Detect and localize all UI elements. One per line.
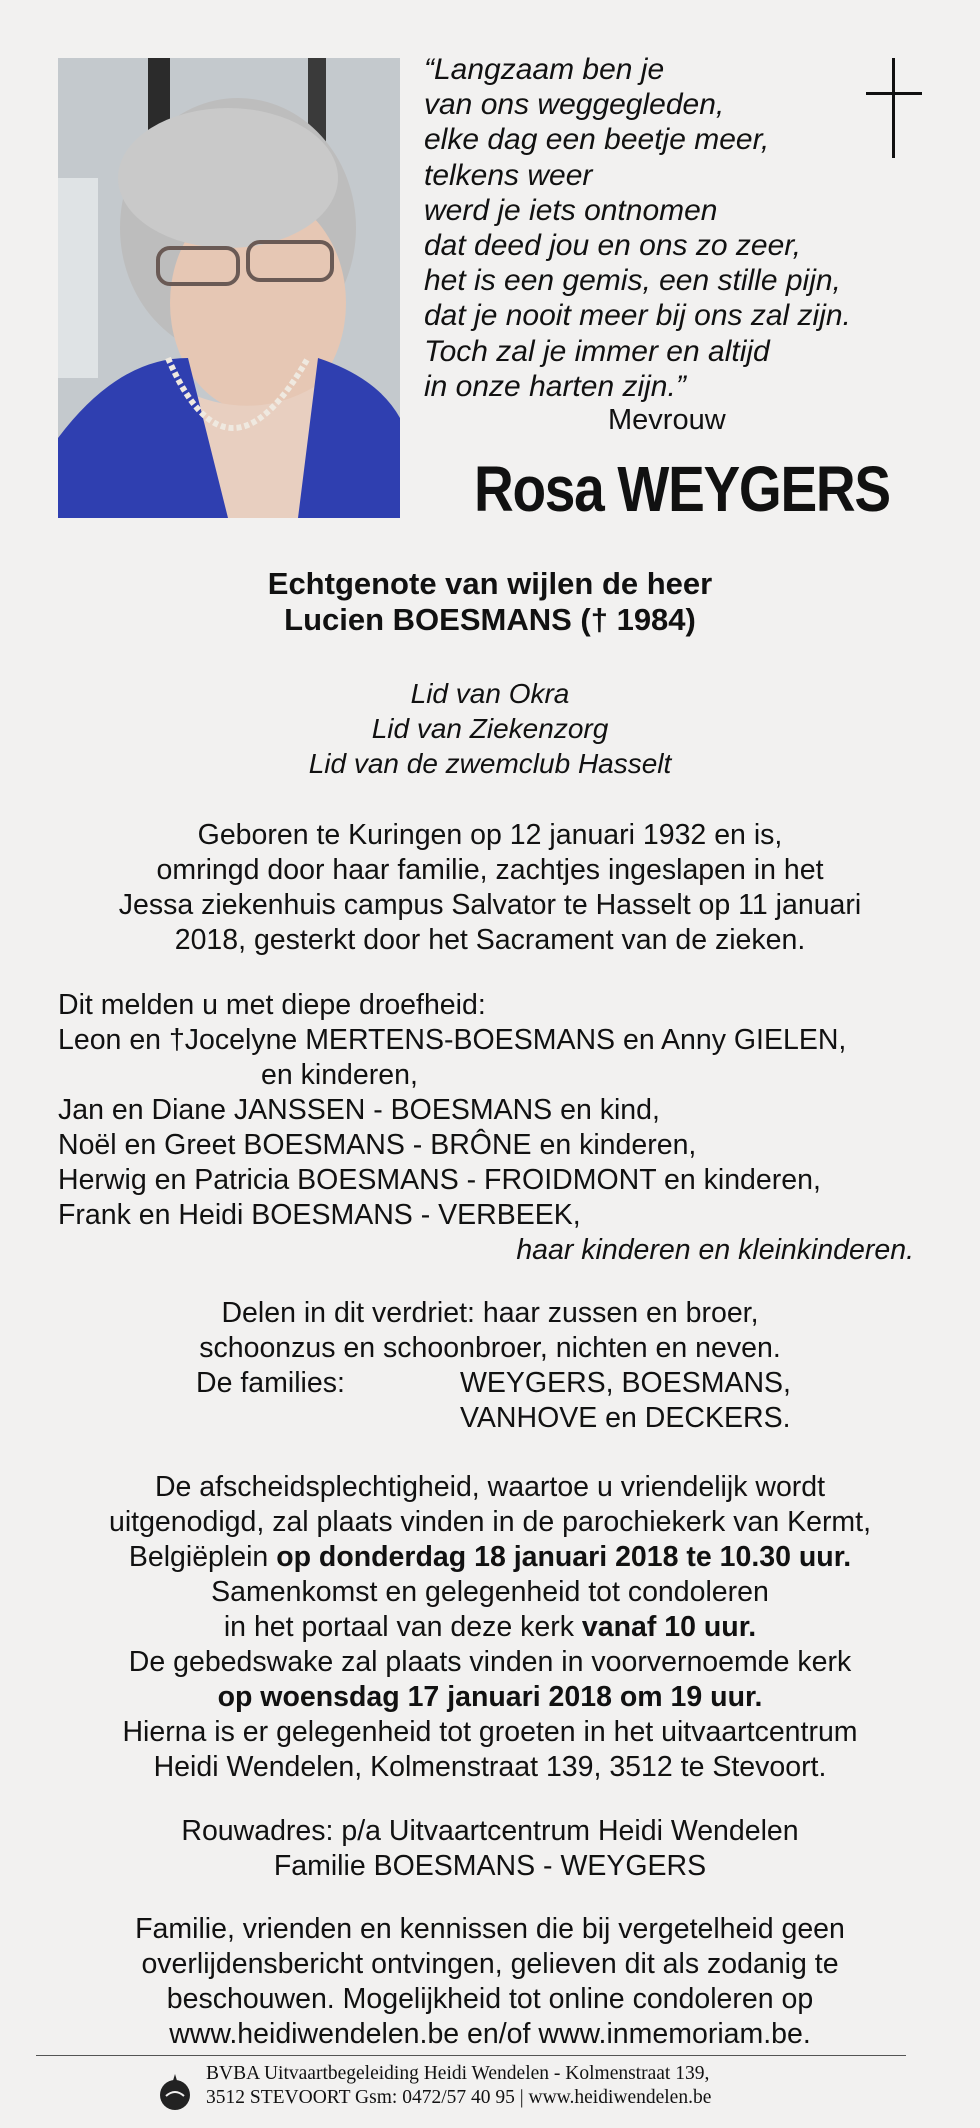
- family-line: Herwig en Patricia BOESMANS - FROIDMONT en kinderen,: [58, 1164, 821, 1196]
- poem-line: in onze harten zijn.”: [424, 369, 686, 403]
- text-span: in het portaal van deze kerk: [223, 1611, 582, 1643]
- ceremony-date: op donderdag 18 januari 2018 te 10.30 uur.: [276, 1541, 852, 1573]
- memberships: [30, 676, 950, 781]
- announce-closing: haar kinderen en kleinkinderen.: [516, 1234, 914, 1266]
- spouse-line: Lucien BOESMANS († 1984): [284, 602, 696, 637]
- funeral-home-logo-icon: [158, 2070, 192, 2112]
- spouse-info: [30, 566, 950, 638]
- poem-line: werd je iets ontnomen: [424, 193, 718, 227]
- footer-text: [206, 2062, 711, 2110]
- text-line: Hierna is er gelegenheid tot groeten in het uitvaartcentrum: [122, 1716, 858, 1748]
- ceremony-info: [30, 1470, 950, 1785]
- poem-line: het is een gemis, een stille pijn,: [424, 264, 841, 298]
- sharing-grief: [30, 1296, 950, 1366]
- poem-line: Toch zal je immer en altijd: [424, 334, 770, 368]
- poem: [424, 52, 884, 404]
- mourning-address: [30, 1814, 950, 1884]
- condolence-time: vanaf 10 uur.: [581, 1611, 757, 1643]
- text-line: Jessa ziekenhuis campus Salvator te Hasselt op 11 januari: [118, 889, 862, 921]
- portrait-photo: [58, 58, 400, 518]
- text-line: Geboren te Kuringen op 12 januari 1932 en is,: [197, 819, 783, 851]
- deceased-name: Rosa WEYGERS: [474, 453, 890, 525]
- cross-icon: [866, 58, 922, 158]
- text-line: Delen in dit verdriet: haar zussen en broer,: [221, 1297, 759, 1329]
- poem-line: “Langzaam ben je: [424, 53, 665, 86]
- family-line: Jan en Diane JANSSEN - BOESMANS en kind,: [58, 1094, 660, 1126]
- families-names: WEYGERS, BOESMANS,: [460, 1367, 791, 1399]
- footer-line: BVBA Uitvaartbegeleiding Heidi Wendelen - Kolmenstraat 139,: [206, 2063, 710, 2084]
- poem-line: dat deed jou en ons zo zeer,: [424, 229, 801, 263]
- text-line: Familie, vrienden en kennissen die bij vergetelheid geen: [135, 1913, 845, 1945]
- text-line: www.heidiwendelen.be en/of www.inmemoriam.be.: [169, 2018, 811, 2050]
- text-line: schoonzus en schoonbroer, nichten en neven.: [199, 1332, 781, 1364]
- text-line: De gebedswake zal plaats vinden in voorvernoemde kerk: [128, 1646, 852, 1678]
- families-label: De families:: [196, 1367, 345, 1399]
- text-line: omringd door haar familie, zachtjes ingeslapen in het: [156, 854, 824, 886]
- text-line: overlijdensbericht ontvingen, gelieven dit als zodanig te: [141, 1948, 839, 1980]
- text-line: De afscheidsplechtigheid, waartoe u vriendelijk wordt: [154, 1471, 826, 1503]
- poem-line: telkens weer: [424, 158, 593, 192]
- text-line: beschouwen. Mogelijkheid tot online condoleren op: [166, 1983, 814, 2015]
- poem-line: elke dag een beetje meer,: [424, 123, 770, 157]
- text-line: Rouwadres: p/a Uitvaartcentrum Heidi Wendelen: [181, 1815, 799, 1847]
- text-line: Heidi Wendelen, Kolmenstraat 139, 3512 te Stevoort.: [153, 1751, 827, 1783]
- text-span: Belgiëplein: [128, 1541, 277, 1573]
- membership-item: Lid van Ziekenzorg: [371, 713, 609, 744]
- footer-divider: [36, 2055, 906, 2056]
- text-line: Samenkomst en gelegenheid tot condoleren: [211, 1576, 769, 1608]
- family-line: en kinderen,: [261, 1059, 418, 1091]
- text-line: 2018, gesterkt door het Sacrament van de zieken.: [174, 924, 806, 956]
- family-line: Leon en †Jocelyne MERTENS-BOESMANS en Anny GIELEN,: [58, 1024, 847, 1056]
- family-line: Noël en Greet BOESMANS - BRÔNE en kinderen,: [58, 1129, 697, 1161]
- poem-line: van ons weggegleden,: [424, 88, 725, 122]
- footer-line: 3512 STEVOORT Gsm: 0472/57 40 95 | www.heidiwendelen.be: [206, 2087, 712, 2108]
- wake-date: op woensdag 17 januari 2018 om 19 uur.: [217, 1681, 763, 1713]
- salutation: Mevrouw: [608, 404, 726, 436]
- announce-intro: Dit melden u met diepe droefheid:: [58, 989, 486, 1021]
- family-announcement: [58, 988, 938, 1268]
- family-line: Frank en Heidi BOESMANS - VERBEEK,: [58, 1199, 581, 1231]
- closing-notice: [30, 1912, 950, 2052]
- birth-death-text: [30, 818, 950, 958]
- membership-item: Lid van Okra: [410, 678, 570, 709]
- text-line: Familie BOESMANS - WEYGERS: [273, 1850, 707, 1882]
- spouse-line: Echtgenote van wijlen de heer: [267, 566, 713, 601]
- membership-item: Lid van de zwemclub Hasselt: [308, 748, 672, 779]
- families-names: VANHOVE en DECKERS.: [460, 1402, 791, 1434]
- families: [196, 1366, 791, 1436]
- poem-line: dat je nooit meer bij ons zal zijn.: [424, 299, 851, 333]
- text-line: uitgenodigd, zal plaats vinden in de parochiekerk van Kermt,: [108, 1506, 872, 1538]
